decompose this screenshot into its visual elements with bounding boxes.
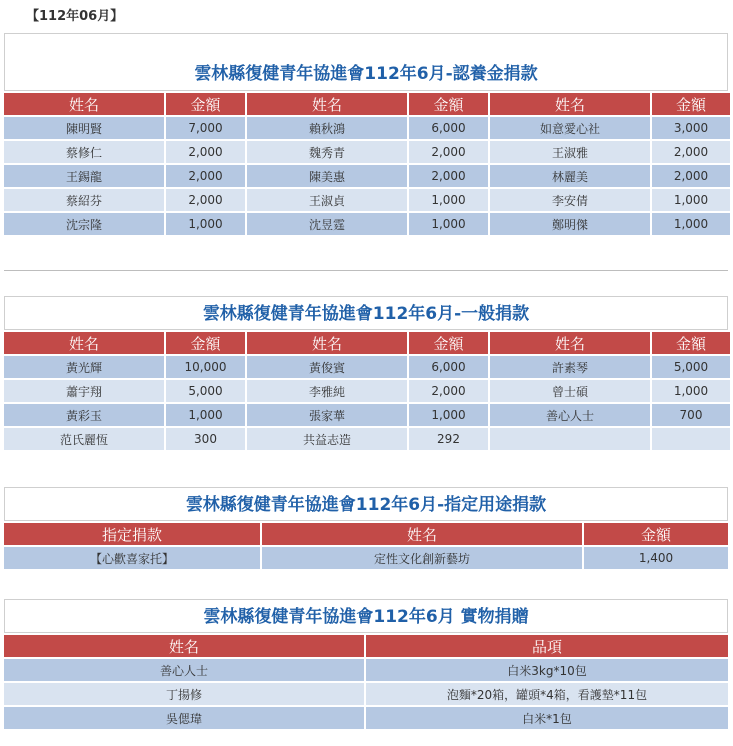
- donor-name: 張家華: [247, 404, 407, 426]
- general-donation-section: [4, 296, 728, 452]
- donation-amount: 2,000: [166, 189, 245, 211]
- sponsorship-title: 雲林縣復健青年協進會112年6月-認養金捐款: [4, 33, 728, 91]
- donation-amount: 1,400: [584, 547, 728, 569]
- donated-item: 白米3kg*10包: [366, 659, 728, 681]
- table-row: [4, 707, 728, 729]
- donor-name: [490, 428, 650, 450]
- donor-name: 李雅純: [247, 380, 407, 402]
- donation-amount: 2,000: [652, 141, 730, 163]
- col-header-name: 姓名: [4, 332, 164, 354]
- col-header-name: 姓名: [4, 635, 364, 657]
- col-header-amount: 金額: [409, 332, 488, 354]
- donor-name: 許素琴: [490, 356, 650, 378]
- donor-name: 范氏麗恆: [4, 428, 164, 450]
- donor-name: 蔡修仁: [4, 141, 164, 163]
- donation-amount: 2,000: [166, 141, 245, 163]
- table-row: [4, 404, 730, 426]
- donation-amount: 6,000: [409, 356, 488, 378]
- donation-amount: [652, 428, 730, 450]
- designated-donation-section: [4, 487, 728, 571]
- col-header-amount: 金額: [409, 93, 488, 115]
- donor-name: 如意愛心社: [490, 117, 650, 139]
- table-row: [4, 356, 730, 378]
- col-header-name: 姓名: [262, 523, 582, 545]
- section-divider: [4, 270, 728, 271]
- col-header-item: 品項: [366, 635, 728, 657]
- donor-name: 曾士碩: [490, 380, 650, 402]
- donation-amount: 292: [409, 428, 488, 450]
- table-row: [4, 141, 730, 163]
- table-row: [4, 659, 728, 681]
- in-kind-donation-section: [4, 599, 728, 731]
- donation-amount: 6,000: [409, 117, 488, 139]
- table-row: [4, 117, 730, 139]
- period-label: 【112年06月】: [26, 9, 124, 24]
- donor-name: 黃光輝: [4, 356, 164, 378]
- donation-amount: 1,000: [652, 213, 730, 235]
- in-kind-donation-title: 雲林縣復健青年協進會112年6月 實物捐贈: [4, 599, 728, 633]
- donor-name: 善心人士: [490, 404, 650, 426]
- donation-amount: 5,000: [652, 356, 730, 378]
- col-header-name: 姓名: [247, 332, 407, 354]
- table-header-row: [4, 523, 728, 545]
- donor-name: 陳明賢: [4, 117, 164, 139]
- col-header-amount: 金額: [166, 93, 245, 115]
- table-header-row: [4, 635, 728, 657]
- table-row: [4, 683, 728, 705]
- sponsorship-table: [2, 91, 732, 237]
- donated-item: 泡麵*20箱，罐頭*4箱，看護墊*11包: [366, 683, 728, 705]
- col-header-name: 姓名: [4, 93, 164, 115]
- donor-name: 蕭宇翔: [4, 380, 164, 402]
- donation-amount: 300: [166, 428, 245, 450]
- donor-name: 黃彩玉: [4, 404, 164, 426]
- table-row: [4, 380, 730, 402]
- donation-amount: 2,000: [409, 141, 488, 163]
- general-donation-title: 雲林縣復健青年協進會112年6月-一般捐款: [4, 296, 728, 330]
- donation-amount: 10,000: [166, 356, 245, 378]
- donation-amount: 2,000: [652, 165, 730, 187]
- table-row: [4, 165, 730, 187]
- sponsorship-section: [4, 33, 728, 237]
- col-header-amount: 金額: [584, 523, 728, 545]
- donation-amount: 1,000: [166, 213, 245, 235]
- col-header-designation: 指定捐款: [4, 523, 260, 545]
- table-row: [4, 189, 730, 211]
- donor-name: 陳美惠: [247, 165, 407, 187]
- donation-amount: 1,000: [166, 404, 245, 426]
- donor-name: 黃俊賓: [247, 356, 407, 378]
- col-header-amount: 金額: [166, 332, 245, 354]
- col-header-amount: 金額: [652, 93, 730, 115]
- donation-amount: 1,000: [409, 213, 488, 235]
- donation-amount: 1,000: [409, 189, 488, 211]
- donation-amount: 2,000: [409, 380, 488, 402]
- col-header-amount: 金額: [652, 332, 730, 354]
- donor-name: 魏秀青: [247, 141, 407, 163]
- donor-name: 鄭明傑: [490, 213, 650, 235]
- col-header-name: 姓名: [247, 93, 407, 115]
- donor-name: 王淑貞: [247, 189, 407, 211]
- donation-amount: 2,000: [409, 165, 488, 187]
- donor-name: 沈宗隆: [4, 213, 164, 235]
- table-header-row: [4, 332, 730, 354]
- table-row: [4, 547, 728, 569]
- donation-amount: 1,000: [652, 380, 730, 402]
- table-header-row: [4, 93, 730, 115]
- donor-name: 定性文化創新藝坊: [262, 547, 582, 569]
- donor-name: 王淑雅: [490, 141, 650, 163]
- donation-amount: 7,000: [166, 117, 245, 139]
- donor-name: 蔡紹芬: [4, 189, 164, 211]
- donation-amount: 3,000: [652, 117, 730, 139]
- donation-amount: 1,000: [652, 189, 730, 211]
- donor-name: 王錫龍: [4, 165, 164, 187]
- donor-name: 沈昱霆: [247, 213, 407, 235]
- in-kind-donation-table: [2, 633, 730, 731]
- designation: 【心歡喜家托】: [4, 547, 260, 569]
- donation-amount: 700: [652, 404, 730, 426]
- col-header-name: 姓名: [490, 332, 650, 354]
- donor-name: 賴秋鴻: [247, 117, 407, 139]
- donation-amount: 1,000: [409, 404, 488, 426]
- donated-item: 白米*1包: [366, 707, 728, 729]
- donation-amount: 2,000: [166, 165, 245, 187]
- col-header-name: 姓名: [490, 93, 650, 115]
- table-row: [4, 428, 730, 450]
- donor-name: 李安倩: [490, 189, 650, 211]
- donor-name: 林麗美: [490, 165, 650, 187]
- general-donation-table: [2, 330, 732, 452]
- donor-name: 善心人士: [4, 659, 364, 681]
- donor-name: 吳偲瑋: [4, 707, 364, 729]
- donor-name: 丁揚修: [4, 683, 364, 705]
- table-row: [4, 213, 730, 235]
- designated-donation-title: 雲林縣復健青年協進會112年6月-指定用途捐款: [4, 487, 728, 521]
- donor-name: 共益志造: [247, 428, 407, 450]
- designated-donation-table: [2, 521, 730, 571]
- donation-amount: 5,000: [166, 380, 245, 402]
